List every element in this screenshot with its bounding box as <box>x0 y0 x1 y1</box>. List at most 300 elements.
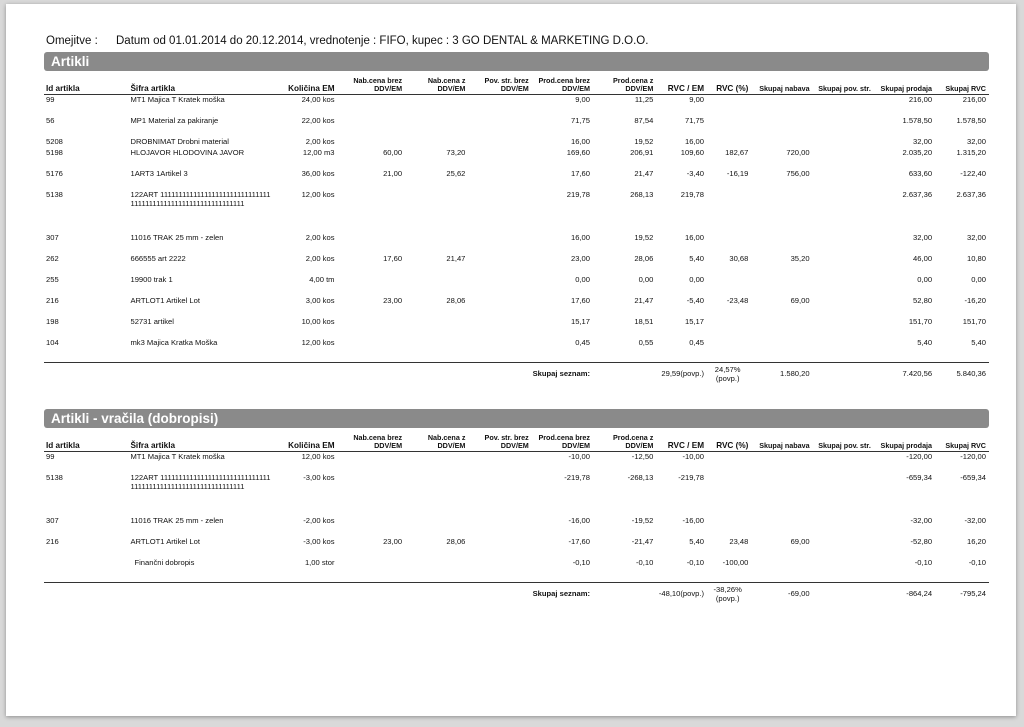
summary-empty <box>593 583 656 605</box>
table-cell: 32,00 <box>913 136 933 146</box>
table-cell: -3,00 kos <box>303 472 335 482</box>
table-cell: 206,91 <box>630 147 654 157</box>
summary-rvc-em: 29,59(povp.) <box>661 369 705 379</box>
table-cell: 32,00 <box>913 232 933 242</box>
table-row <box>44 275 989 296</box>
table-cell <box>707 317 751 338</box>
table-cell: 5176 <box>46 168 63 178</box>
table-cell <box>468 317 531 338</box>
table-cell: -19,52 <box>631 515 654 525</box>
table-cell: 5,40 <box>917 337 933 347</box>
table-cell: -16,00 <box>568 515 590 525</box>
table-cell: -16,20 <box>964 295 986 305</box>
table-cell: 219,78 <box>680 189 705 199</box>
table-cell: 216,00 <box>962 95 986 104</box>
table-cell <box>338 338 406 359</box>
table-cell: 18,51 <box>634 316 654 326</box>
table-cell: 15,17 <box>685 316 705 326</box>
table-cell: 17,60 <box>570 295 590 305</box>
table-cell <box>751 558 812 579</box>
table-cell: -16,00 <box>682 515 705 525</box>
table-cell: 11,25 <box>634 95 654 104</box>
table-cell <box>813 296 874 317</box>
section-title-vracila: Artikli - vračila (dobropisi) <box>44 409 989 428</box>
filter-text: Datum od 01.01.2014 do 20.12.2014, vrednotenje : FIFO, kupec : 3 GO DENTAL & MARKETING D.O.O. <box>116 35 649 47</box>
table-cell: 182,67 <box>725 147 749 157</box>
filter-line <box>46 35 648 47</box>
column-header: Skupaj pov. str. <box>818 84 871 93</box>
table-cell <box>405 95 468 116</box>
table-row <box>44 338 989 359</box>
table-cell: 268,13 <box>630 189 654 199</box>
summary-empty <box>44 583 532 605</box>
table-cell: 0,00 <box>917 274 933 284</box>
table-cell: 2.637,36 <box>902 189 933 199</box>
table-cell: 1.315,20 <box>956 147 986 157</box>
table-cell: 5138 <box>46 472 63 482</box>
column-header: Skupaj nabava <box>759 84 810 93</box>
table-cell: 216 <box>46 536 59 546</box>
table-cell <box>813 95 874 116</box>
table-cell: 5,40 <box>971 337 986 347</box>
table-cell <box>813 338 874 359</box>
column-header: Skupaj RVC <box>945 84 986 93</box>
summary-rvc: 5.840,36 <box>956 369 986 379</box>
table-cell: -10,00 <box>682 452 705 461</box>
table-cell: -0,10 <box>636 557 654 567</box>
table-cell <box>468 254 531 275</box>
table-cell: 633,60 <box>908 168 933 178</box>
table-cell: 12,00 kos <box>301 189 335 199</box>
table-cell <box>813 254 874 275</box>
table-cell: 23,00 <box>383 536 403 546</box>
summary-nabava: 1.580,20 <box>780 369 810 379</box>
table-cell: -32,00 <box>964 515 986 525</box>
table-cell <box>405 452 468 473</box>
table-cell <box>338 317 406 338</box>
header-row <box>44 73 989 95</box>
table-cell <box>468 473 531 516</box>
table-cell: -23,48 <box>726 295 749 305</box>
table-cell <box>707 275 751 296</box>
table-cell: 0,00 <box>575 274 590 284</box>
summary-empty <box>813 583 874 605</box>
summary-label: Skupaj seznam: <box>532 589 590 599</box>
table-cell <box>813 537 874 558</box>
table-cell: -2,00 kos <box>303 515 335 525</box>
table-cell <box>468 296 531 317</box>
table-cell <box>468 275 531 296</box>
table-cell: 255 <box>46 274 59 284</box>
column-header: Skupaj prodaja <box>880 84 933 93</box>
table-cell <box>405 317 468 338</box>
table-cell <box>813 233 874 254</box>
table-cell: 22,00 kos <box>301 115 335 125</box>
table-cell <box>468 148 531 169</box>
table-cell <box>405 473 468 516</box>
table-cell <box>44 558 128 579</box>
table-cell <box>707 338 751 359</box>
column-header: Nab.cena z DDV/EM <box>427 76 466 93</box>
table-row <box>44 137 989 148</box>
table-cell: DROBNIMAT Drobni material <box>130 136 229 146</box>
table-cell: 73,20 <box>446 147 466 157</box>
table-cell: 169,60 <box>566 147 590 157</box>
table-cell <box>338 95 406 116</box>
table-cell <box>468 137 531 148</box>
table-cell <box>405 190 468 233</box>
table-cell: 21,47 <box>634 295 654 305</box>
table-cell: 5,40 <box>689 253 705 263</box>
table-cell: -0,10 <box>968 557 986 567</box>
table-cell: -10,00 <box>568 452 590 461</box>
column-header: Id artikla <box>46 84 80 93</box>
table-cell: 23,00 <box>383 295 403 305</box>
summary-prodaja: 7.420,56 <box>902 369 933 379</box>
table-cell <box>468 190 531 233</box>
table-cell: 16,00 <box>685 136 705 146</box>
table-row <box>44 148 989 169</box>
table-cell: 0,00 <box>638 274 654 284</box>
table-cell <box>751 317 812 338</box>
table-cell: 32,00 <box>966 232 986 242</box>
table-cell: -17,60 <box>568 536 590 546</box>
table-cell: 16,00 <box>685 232 705 242</box>
table-cell: MT1 Majica T Kratek moška <box>130 452 225 461</box>
table-cell: 5138 <box>46 189 63 199</box>
table-cell: ARTLOT1 Artikel Lot <box>130 536 200 546</box>
table-cell <box>707 473 751 516</box>
table-cell <box>707 452 751 473</box>
table-cell: 198 <box>46 316 59 326</box>
table-cell: HLOJAVOR HLODOVINA JAVOR <box>130 147 245 157</box>
table-cell <box>751 452 812 473</box>
table-cell: 2,00 kos <box>305 232 335 242</box>
column-header: Šifra artikla <box>130 84 176 93</box>
table-cell: 28,06 <box>446 295 466 305</box>
table-cell <box>338 452 406 473</box>
table-cell: 19900 trak 1 <box>130 274 173 284</box>
table-cell <box>813 169 874 190</box>
table-row <box>44 317 989 338</box>
table-cell: 216,00 <box>908 95 933 104</box>
table-cell: 69,00 <box>790 536 810 546</box>
table-cell: -120,00 <box>960 452 986 461</box>
table-cell: 19,52 <box>634 232 654 242</box>
summary-empty <box>813 363 874 385</box>
table-cell: 151,70 <box>908 316 933 326</box>
table-cell: -219,78 <box>564 472 590 482</box>
table-cell <box>751 233 812 254</box>
table-row <box>44 558 989 579</box>
table-cell: 21,47 <box>634 168 654 178</box>
column-header: Količina EM <box>288 441 335 450</box>
table-cell: 36,00 kos <box>301 168 335 178</box>
table-cell: 5208 <box>46 136 63 146</box>
table-cell: 46,00 <box>913 253 933 263</box>
table-cell <box>468 452 531 473</box>
artikli-table <box>44 73 989 385</box>
table-cell: mk3 Majica Kratka Moška <box>130 337 218 347</box>
table-cell: 3,00 kos <box>305 295 335 305</box>
table-cell: 16,00 <box>570 136 590 146</box>
column-header: Prod.cena z DDV/EM <box>613 76 654 93</box>
table-cell: 99 <box>46 452 55 461</box>
table-cell <box>813 317 874 338</box>
column-header: RVC (%) <box>716 84 749 93</box>
table-cell <box>813 275 874 296</box>
table-cell: 99 <box>46 95 55 104</box>
table-cell: 56 <box>46 115 55 125</box>
table-cell <box>707 116 751 137</box>
column-header: Skupaj nabava <box>759 441 810 450</box>
table-cell: -659,34 <box>906 472 933 482</box>
table-row <box>44 190 989 233</box>
table-cell: MT1 Majica T Kratek moška <box>130 95 225 104</box>
column-header: Prod.cena brez DDV/EM <box>538 433 590 450</box>
table-cell <box>813 473 874 516</box>
table-cell: Finančni dobropis <box>134 557 195 567</box>
column-header: RVC / EM <box>667 441 705 450</box>
table-cell: 25,62 <box>446 168 466 178</box>
table-cell: 216 <box>46 295 59 305</box>
table-cell: 10,00 kos <box>301 316 335 326</box>
table-cell: 0,55 <box>638 337 654 347</box>
table-cell <box>405 137 468 148</box>
table-cell: 15,17 <box>570 316 590 326</box>
table-cell: 104 <box>46 337 59 347</box>
table-cell: 122ART 1111111111111111111111111111111111111111111111111111111111111 <box>130 472 271 491</box>
table-cell: 87,54 <box>634 115 654 125</box>
table-row <box>44 254 989 275</box>
table-cell: 12,00 kos <box>301 337 335 347</box>
table-cell: -122,40 <box>960 168 986 178</box>
table-cell <box>707 233 751 254</box>
column-header: RVC (%) <box>716 441 749 450</box>
table-cell <box>813 558 874 579</box>
table-cell: -0,10 <box>686 557 705 567</box>
table-cell <box>707 190 751 233</box>
table-cell: -5,40 <box>686 295 705 305</box>
column-header: Pov. str. brez DDV/EM <box>484 433 529 450</box>
table-cell: 756,00 <box>786 168 810 178</box>
column-header: Skupaj prodaja <box>880 441 933 450</box>
table-cell: -219,78 <box>678 472 705 482</box>
summary-rvc-pct: 24,57% (povp.) <box>714 364 741 383</box>
table-cell <box>338 116 406 137</box>
table-cell: -120,00 <box>906 452 933 461</box>
summary-rvc-em: -48,10(povp.) <box>658 589 705 599</box>
table-cell: 60,00 <box>383 147 403 157</box>
column-header: Nab.cena z DDV/EM <box>427 433 466 450</box>
table-cell: 1ART3 1Artikel 3 <box>130 168 188 178</box>
table-cell: 9,00 <box>689 95 705 104</box>
table-cell: 2.637,36 <box>956 189 986 199</box>
table-cell: 16,00 <box>570 232 590 242</box>
table-cell <box>338 190 406 233</box>
table-cell <box>338 516 406 537</box>
table-cell <box>405 233 468 254</box>
table-cell <box>751 338 812 359</box>
table-cell: 2.035,20 <box>902 147 933 157</box>
table-cell <box>707 95 751 116</box>
table-cell: 262 <box>46 253 59 263</box>
table-cell: -52,80 <box>910 536 933 546</box>
table-cell <box>751 275 812 296</box>
vracila-table <box>44 430 989 605</box>
table-cell: 0,00 <box>971 274 986 284</box>
table-cell <box>338 473 406 516</box>
column-header: Nab.cena brez DDV/EM <box>353 433 403 450</box>
table-cell <box>468 537 531 558</box>
table-cell: 52,80 <box>913 295 933 305</box>
summary-empty <box>44 363 532 385</box>
filter-label: Omejitve : <box>46 35 98 47</box>
table-cell: 21,47 <box>446 253 466 263</box>
table-cell: 30,68 <box>729 253 749 263</box>
table-row <box>44 516 989 537</box>
table-cell: 17,60 <box>383 253 403 263</box>
section-title-artikli: Artikli <box>44 52 989 71</box>
table-row <box>44 233 989 254</box>
table-cell: 28,06 <box>634 253 654 263</box>
table-cell: -268,13 <box>627 472 654 482</box>
table-cell <box>751 95 812 116</box>
table-cell: 24,00 kos <box>301 95 335 104</box>
table-cell: 122ART 1111111111111111111111111111111111111111111111111111111111111 <box>130 189 271 208</box>
column-header: Nab.cena brez DDV/EM <box>353 76 403 93</box>
table-cell <box>813 148 874 169</box>
table-cell: 5198 <box>46 147 63 157</box>
table-cell <box>468 516 531 537</box>
table-cell: 4,00 tm <box>309 274 335 284</box>
column-header: Šifra artikla <box>130 441 176 450</box>
summary-rvc: -795,24 <box>960 589 986 599</box>
column-header: RVC / EM <box>667 84 705 93</box>
column-header: Prod.cena brez DDV/EM <box>538 76 590 93</box>
table-cell <box>405 338 468 359</box>
table-cell: 10,80 <box>966 253 986 263</box>
table-cell: 720,00 <box>786 147 810 157</box>
table-cell: -100,00 <box>722 557 749 567</box>
column-header: Id artikla <box>46 441 80 450</box>
header-row <box>44 430 989 452</box>
table-cell <box>813 116 874 137</box>
table-cell: 12,00 m3 <box>302 147 335 157</box>
table-cell: 1.578,50 <box>956 115 986 125</box>
table-cell: 17,60 <box>570 168 590 178</box>
table-cell: 11016 TRAK 25 mm - zelen <box>130 515 224 525</box>
table-cell <box>751 190 812 233</box>
table-cell: -659,34 <box>960 472 986 482</box>
table-cell <box>707 137 751 148</box>
table-cell <box>338 137 406 148</box>
table-cell: 307 <box>46 515 59 525</box>
table-cell: 0,00 <box>689 274 705 284</box>
column-header: Prod.cena z DDV/EM <box>613 433 654 450</box>
table-cell: 69,00 <box>790 295 810 305</box>
table-cell <box>751 516 812 537</box>
table-row <box>44 537 989 558</box>
table-cell <box>468 233 531 254</box>
table-cell: 12,00 kos <box>301 452 335 461</box>
table-cell <box>405 275 468 296</box>
summary-row <box>44 363 989 385</box>
table-cell <box>405 558 468 579</box>
table-cell <box>751 116 812 137</box>
summary-rvc-pct: -38,26% (povp.) <box>713 584 742 603</box>
table-cell: 71,75 <box>570 115 590 125</box>
table-cell: 1.578,50 <box>902 115 933 125</box>
table-cell: 307 <box>46 232 59 242</box>
table-cell: -21,47 <box>631 536 654 546</box>
table-row <box>44 452 989 473</box>
summary-nabava: -69,00 <box>788 589 810 599</box>
column-header: Količina EM <box>288 84 335 93</box>
table-cell <box>468 338 531 359</box>
summary-row <box>44 583 989 605</box>
table-cell: 151,70 <box>962 316 986 326</box>
table-cell: -12,50 <box>631 452 654 461</box>
table-cell: 666555 art 2222 <box>130 253 186 263</box>
table-cell <box>707 516 751 537</box>
table-row <box>44 95 989 116</box>
table-cell <box>468 116 531 137</box>
table-cell <box>338 233 406 254</box>
table-cell: 9,00 <box>575 95 590 104</box>
table-cell: 21,00 <box>383 168 403 178</box>
table-cell: 32,00 <box>966 136 986 146</box>
table-cell: 23,48 <box>729 536 749 546</box>
summary-label: Skupaj seznam: <box>532 369 590 379</box>
summary-prodaja: -864,24 <box>906 589 933 599</box>
column-header: Skupaj RVC <box>945 441 986 450</box>
column-header: Pov. str. brez DDV/EM <box>484 76 529 93</box>
table-cell <box>338 558 406 579</box>
table-cell: 2,00 kos <box>305 136 335 146</box>
column-header: Skupaj pov. str. <box>818 441 871 450</box>
table-cell: 0,45 <box>689 337 705 347</box>
table-cell: -3,40 <box>686 168 705 178</box>
table-cell: 109,60 <box>680 147 705 157</box>
table-cell: 28,06 <box>446 536 466 546</box>
table-cell <box>405 516 468 537</box>
table-cell: 0,45 <box>575 337 590 347</box>
table-cell: 11016 TRAK 25 mm - zelen <box>130 232 224 242</box>
table-cell: 16,20 <box>966 536 986 546</box>
table-cell: 23,00 <box>570 253 590 263</box>
table-cell <box>751 473 812 516</box>
table-cell: 5,40 <box>689 536 705 546</box>
table-cell: 1,00 stor <box>304 557 335 567</box>
table-cell <box>338 275 406 296</box>
table-cell: 19,52 <box>634 136 654 146</box>
table-row <box>44 296 989 317</box>
summary-empty <box>593 363 656 385</box>
table-cell: -3,00 kos <box>303 536 335 546</box>
table-cell: 52731 artikel <box>130 316 174 326</box>
table-cell: -0,10 <box>572 557 590 567</box>
table-cell: 219,78 <box>566 189 590 199</box>
table-cell <box>751 137 812 148</box>
report-page <box>6 4 1016 716</box>
table-cell: -32,00 <box>910 515 933 525</box>
table-cell <box>813 190 874 233</box>
table-cell <box>468 169 531 190</box>
table-cell <box>405 116 468 137</box>
table-cell <box>468 558 531 579</box>
table-cell: 71,75 <box>685 115 705 125</box>
